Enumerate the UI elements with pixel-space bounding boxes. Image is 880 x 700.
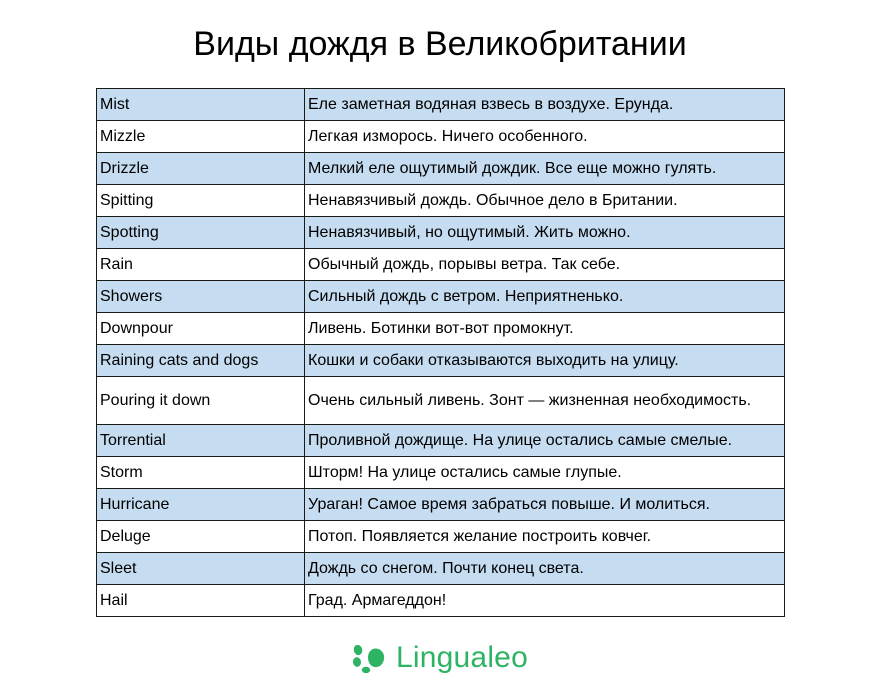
rain-term-cell: Mist	[97, 89, 305, 121]
rain-description-cell: Кошки и собаки отказываются выходить на улицу.	[305, 345, 785, 377]
table-row	[97, 89, 785, 121]
paw-icon	[352, 643, 386, 673]
table-row	[97, 457, 785, 489]
table-row	[97, 249, 785, 281]
rain-term-cell: Downpour	[97, 313, 305, 345]
rain-types-table	[96, 88, 785, 617]
brand-logo-inner	[352, 641, 528, 675]
rain-description-cell: Сильный дождь с ветром. Неприятненько.	[305, 281, 785, 313]
rain-term-cell: Deluge	[97, 521, 305, 553]
rain-description-cell: Ненавязчивый дождь. Обычное дело в Британии.	[305, 185, 785, 217]
rain-description-cell: Потоп. Появляется желание построить ковчег.	[305, 521, 785, 553]
rain-description-cell: Град. Армагеддон!	[305, 585, 785, 617]
table-row	[97, 345, 785, 377]
table-body	[97, 89, 785, 617]
table-row	[97, 377, 785, 425]
table-row	[97, 521, 785, 553]
table-row	[97, 585, 785, 617]
rain-description-cell: Мелкий еле ощутимый дождик. Все еще можно гулять.	[305, 153, 785, 185]
rain-term-cell: Hail	[97, 585, 305, 617]
rain-description-cell: Еле заметная водяная взвесь в воздухе. Ерунда.	[305, 89, 785, 121]
rain-term-cell: Raining cats and dogs	[97, 345, 305, 377]
table-row	[97, 425, 785, 457]
table-row	[97, 281, 785, 313]
rain-term-cell: Storm	[97, 457, 305, 489]
table-row	[97, 489, 785, 521]
rain-term-cell: Spitting	[97, 185, 305, 217]
rain-description-cell: Проливной дождище. На улице остались самые смелые.	[305, 425, 785, 457]
table-row	[97, 121, 785, 153]
rain-description-cell: Дождь со снегом. Почти конец света.	[305, 553, 785, 585]
rain-description-cell: Ураган! Самое время забраться повыше. И молиться.	[305, 489, 785, 521]
table-row	[97, 153, 785, 185]
rain-term-cell: Rain	[97, 249, 305, 281]
brand-logo	[0, 636, 880, 680]
rain-description-cell: Шторм! На улице остались самые глупые.	[305, 457, 785, 489]
rain-term-cell: Mizzle	[97, 121, 305, 153]
rain-description-cell: Легкая изморось. Ничего особенного.	[305, 121, 785, 153]
rain-term-cell: Drizzle	[97, 153, 305, 185]
rain-description-cell: Очень сильный ливень. Зонт — жизненная необходимость.	[305, 377, 785, 425]
rain-term-cell: Showers	[97, 281, 305, 313]
brand-name: Lingualeo	[396, 641, 528, 674]
rain-term-cell: Spotting	[97, 217, 305, 249]
rain-term-cell: Torrential	[97, 425, 305, 457]
table-row	[97, 217, 785, 249]
rain-description-cell: Ливень. Ботинки вот-вот промокнут.	[305, 313, 785, 345]
rain-description-cell: Обычный дождь, порывы ветра. Так себе.	[305, 249, 785, 281]
table-row	[97, 185, 785, 217]
rain-term-cell: Pouring it down	[97, 377, 305, 425]
table-row	[97, 313, 785, 345]
page-title: Виды дождя в Великобритании	[193, 25, 687, 63]
rain-term-cell: Hurricane	[97, 489, 305, 521]
rain-description-cell: Ненавязчивый, но ощутимый. Жить можно.	[305, 217, 785, 249]
table-row	[97, 553, 785, 585]
rain-term-cell: Sleet	[97, 553, 305, 585]
